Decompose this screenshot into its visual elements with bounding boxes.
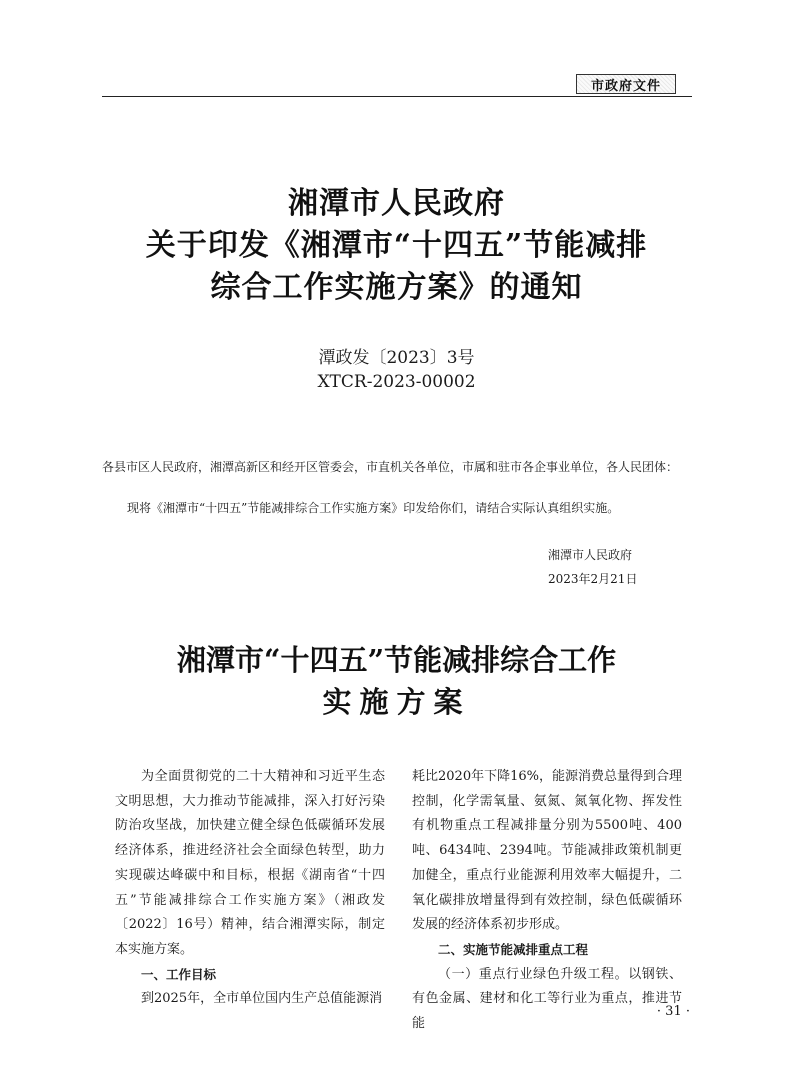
goals-paragraph-continued: 耗比2020年下降16%，能源消费总量得到合理控制，化学需氧量、氨氮、氮氧化物、挥发性有机物重点工程减排量分别为5500吨、400吨、6434吨、2394吨。节能减排政策机制更加健全，重点行业能源利用效率大幅提升，二氧化碳排放增量得到有效控制，绿色低碳循环发展的经济体系初步形成。 xyxy=(412,769,682,933)
notice-title-line-2: 关于印发《湘潭市“十四五”节能减排 xyxy=(145,228,648,263)
intro-paragraph: 为全面贯彻党的二十大精神和习近平生态文明思想，大力推动节能减排，深入打好污染防治攻坚战，加快建立健全绿色低碳循环发展经济体系，推进经济社会全面绿色转型，助力实现碳达峰碳中和目标，根据《湖南省“十四五”节能减排综合工作实施方案》（湘政发〔2022〕16号）精神，结合湘潭实际，制定本实施方案。 xyxy=(115,769,385,957)
plan-title-line-2: 实施方案 xyxy=(322,685,471,719)
section-tag: 市政府文件 xyxy=(576,74,676,94)
page-number: · 31 · xyxy=(656,1004,690,1019)
section-heading-goals: 一、工作目标 xyxy=(141,966,217,982)
notice-title-line-3: 综合工作实施方案》的通知 xyxy=(210,270,583,305)
document-code: XTCR-2023-00002 xyxy=(317,372,476,392)
section-heading-projects: 二、实施节能减排重点工程 xyxy=(438,941,589,957)
notice-body: 现将《湘潭市“十四五”节能减排综合工作实施方案》印发给你们，请结合实际认真组织实施。 xyxy=(127,501,620,515)
notice-title-line-1: 湘潭市人民政府 xyxy=(288,186,505,221)
projects-paragraph: （一）重点行业绿色升级工程。以钢铁、有色金属、建材和化工等行业为重点，推进节能 xyxy=(412,966,682,1032)
plan-title-line-1: 湘潭市“十四五”节能减排综合工作 xyxy=(176,643,617,677)
notice-date: 2023年2月21日 xyxy=(548,572,638,586)
body-column-left xyxy=(115,765,385,1012)
goals-paragraph: 到2025年，全市单位国内生产总值能源消 xyxy=(141,991,383,1007)
notice-addressee: 各县市区人民政府，湘潭高新区和经开区管委会，市直机关各单位，市属和驻市各企事业单位，各人民团体： xyxy=(102,460,679,474)
header-rule xyxy=(102,96,692,97)
body-column-right xyxy=(412,765,682,1037)
document-number: 潭政发〔2023〕3号 xyxy=(318,348,475,368)
notice-signer: 湘潭市人民政府 xyxy=(548,548,633,562)
